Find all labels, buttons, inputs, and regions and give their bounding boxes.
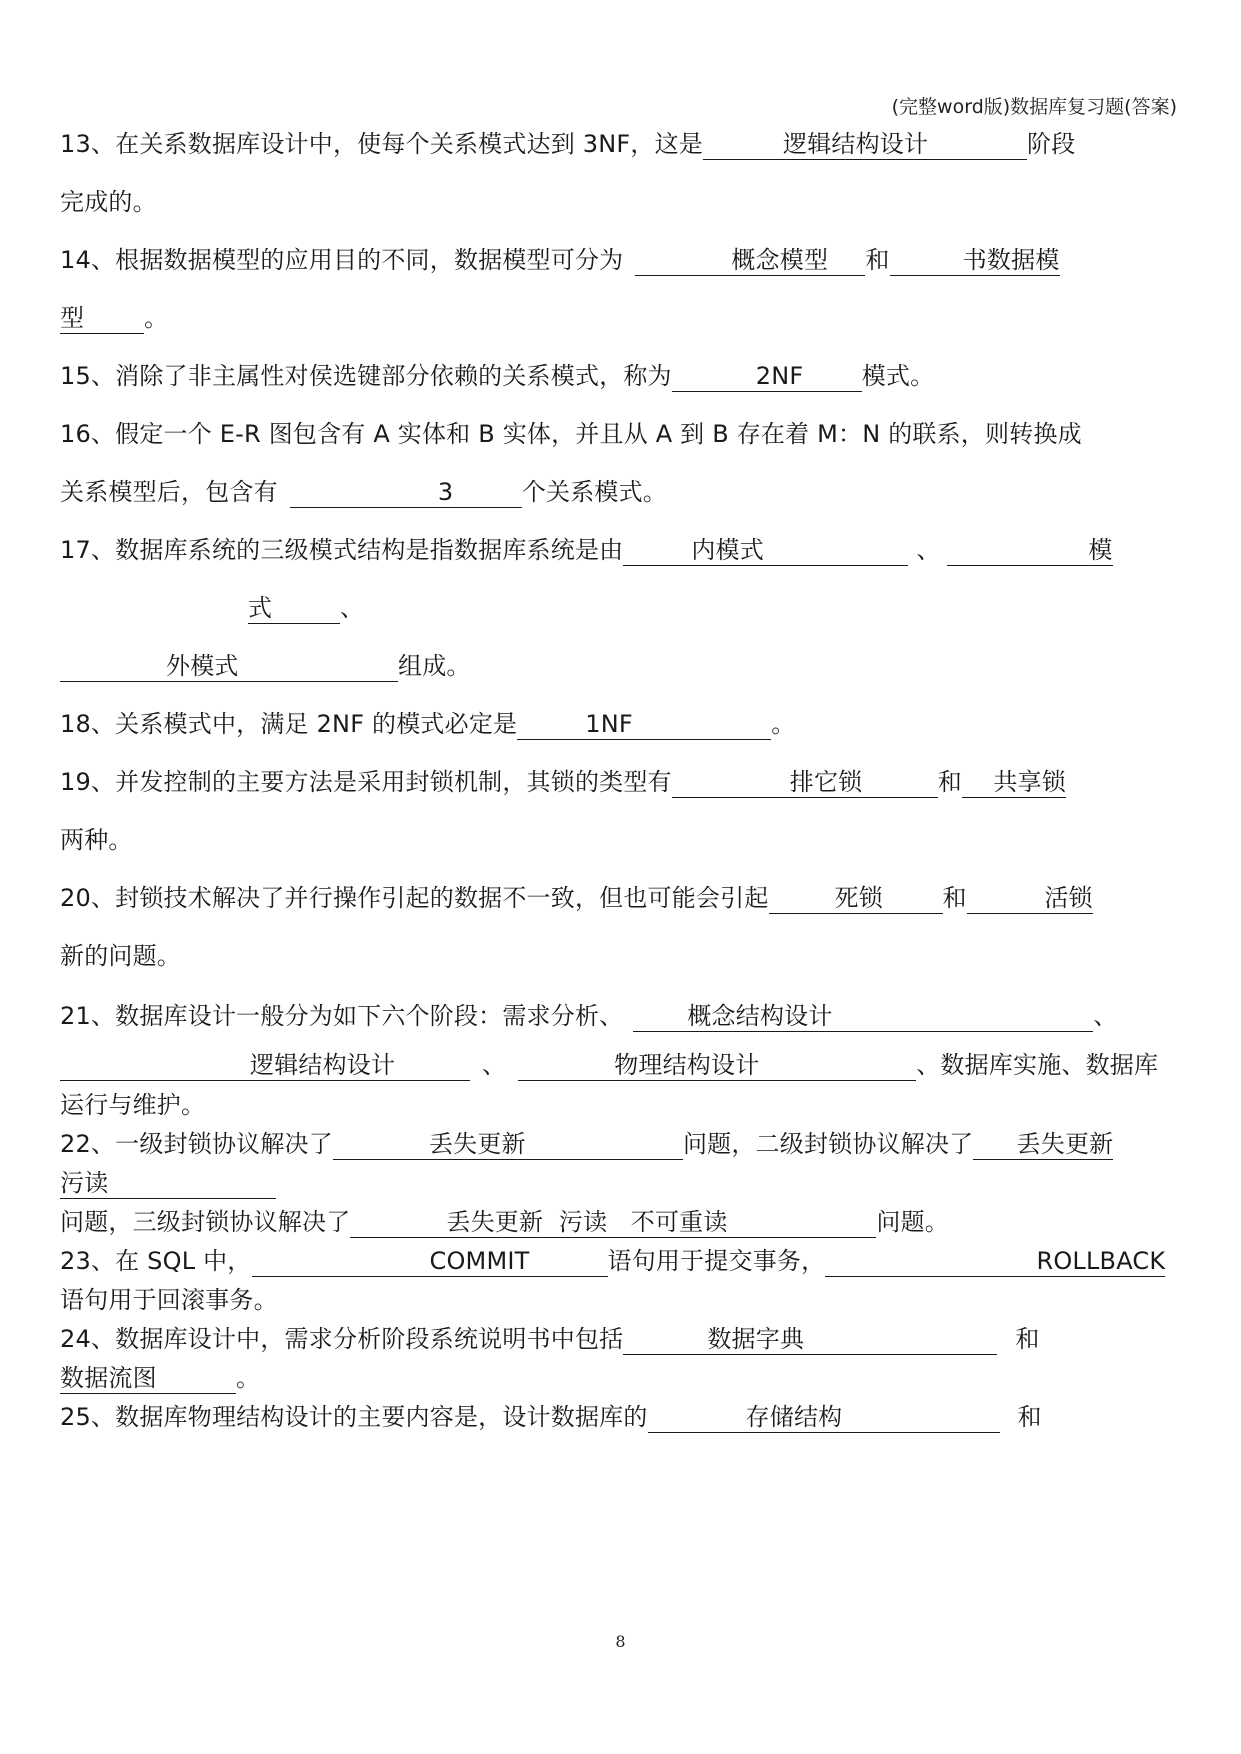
question-23-line-2: 语句用于回滚事务。: [60, 1286, 278, 1314]
document-header: (完整word版)数据库复习题(答案): [891, 96, 1177, 118]
answer-blank: 排它锁: [672, 767, 938, 798]
answer-blank: 模: [947, 535, 1113, 566]
question-23-line-1: 23、在 SQL 中， COMMIT 语句用于提交事务， ROLLBACK: [60, 1247, 1166, 1275]
answer-blank: ROLLBACK: [825, 1246, 1165, 1277]
answer-blank: 丢失更新: [333, 1129, 683, 1160]
question-22-line-2: [60, 1166, 276, 1200]
question-24-line-1: 24、数据库设计中，需求分析阶段系统说明书中包括 数据字典 和: [60, 1325, 1040, 1353]
question-16-line-1: 16、假定一个 E-R 图包含有 A 实体和 B 实体，并且从 A 到 B 存在着 M：N 的联系，则转换成: [60, 420, 1082, 448]
question-22-line-3: 问题，三级封锁协议解决了 丢失更新 污读 不可重读 问题。: [60, 1208, 950, 1236]
question-21-line-2: 逻辑结构设计 、 物理结构设计 、数据库实施、数据库: [60, 1048, 1158, 1082]
answer-blank: 1NF: [517, 709, 771, 740]
question-22-line-1: 22、一级封锁协议解决了 丢失更新 问题，二级封锁协议解决了 丢失更新: [60, 1130, 1114, 1158]
answer-blank: 型: [60, 303, 144, 334]
question-16-line-2: 关系模型后，包含有 3 个关系模式。: [60, 478, 668, 506]
question-20-line-2: 新的问题。: [60, 942, 181, 970]
question-25: 25、数据库物理结构设计的主要内容是，设计数据库的 存储结构 和: [60, 1403, 1042, 1431]
answer-blank: 式: [248, 593, 340, 624]
page-number: 8: [615, 1632, 626, 1651]
answer-blank: 内模式: [623, 535, 908, 566]
question-17-line-3: 外模式 组成。: [60, 649, 471, 683]
answer-blank: 污读: [60, 1168, 276, 1199]
answer-blank: 外模式: [60, 651, 398, 682]
answer-blank: 死锁: [769, 883, 943, 914]
answer-blank: 物理结构设计: [518, 1050, 916, 1081]
answer-blank: 逻辑结构设计: [60, 1050, 470, 1081]
answer-blank: 数据流图: [60, 1363, 236, 1394]
question-14-line-1: 14、根据数据模型的应用目的不同，数据模型可分为 概念模型 和 书数据模: [60, 246, 1060, 274]
question-24-line-2: 数据流图 。: [60, 1364, 261, 1392]
question-14-line-2: 型 。: [60, 304, 169, 332]
answer-blank: 存储结构: [648, 1402, 1000, 1433]
question-13-line-1: 13、在关系数据库设计中，使每个关系模式达到 3NF，这是 逻辑结构设计 阶段: [60, 130, 1076, 158]
question-15: 15、消除了非主属性对侯选键部分依赖的关系模式，称为 2NF 模式。: [60, 362, 935, 390]
answer-blank: COMMIT: [252, 1246, 608, 1277]
question-18: 18、关系模式中，满足 2NF 的模式必定是 1NF 。: [60, 710, 796, 738]
answer-blank: 逻辑结构设计: [703, 129, 1027, 160]
question-21-line-3: 运行与维护。: [60, 1091, 206, 1119]
question-17-line-2: 式 、: [248, 594, 365, 622]
answer-blank: 2NF: [672, 361, 862, 392]
question-13-line-2: 完成的。: [60, 188, 157, 216]
question-19-line-2: 两种。: [60, 826, 133, 854]
answer-blank: 3: [290, 477, 522, 508]
answer-blank: 丢失更新 污读 不可重读: [350, 1207, 876, 1238]
answer-blank: 概念结构设计: [633, 1001, 1093, 1032]
answer-blank: 概念模型: [635, 245, 865, 276]
answer-blank: 书数据模: [890, 245, 1060, 276]
question-20-line-1: 20、封锁技术解决了并行操作引起的数据不一致，但也可能会引起 死锁 和 活锁: [60, 884, 1093, 912]
answer-blank: 共享锁: [962, 767, 1066, 798]
question-17-line-1: 17、数据库系统的三级模式结构是指数据库系统是由 内模式 、 模: [60, 536, 1113, 564]
answer-blank: 数据字典: [623, 1324, 997, 1355]
answer-blank: 丢失更新: [973, 1129, 1113, 1160]
question-19-line-1: 19、并发控制的主要方法是采用封锁机制，其锁的类型有 排它锁 和 共享锁: [60, 768, 1066, 796]
question-21-line-1: 21、数据库设计一般分为如下六个阶段：需求分析、 概念结构设计 、: [60, 1002, 1118, 1030]
answer-blank: 活锁: [967, 883, 1093, 914]
